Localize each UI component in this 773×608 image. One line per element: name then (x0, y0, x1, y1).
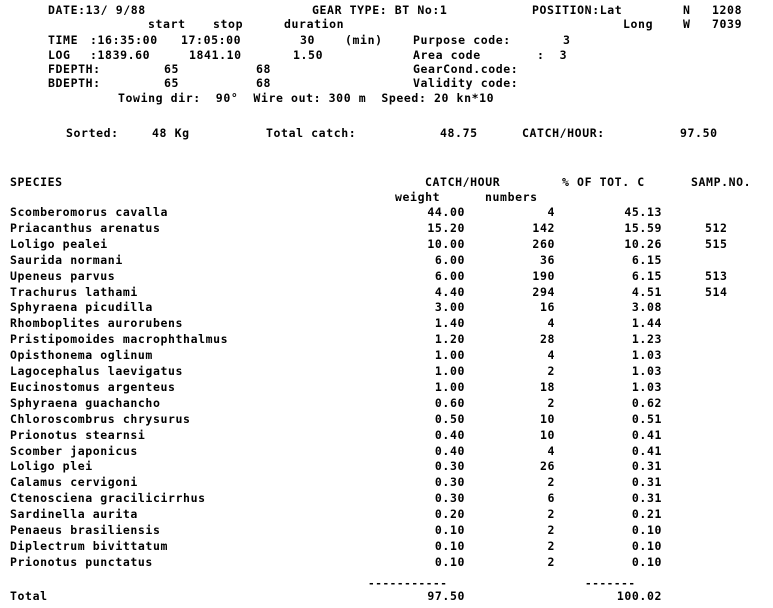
samp-number: 515 (705, 237, 728, 251)
weight-value: 6.00 (434, 253, 465, 267)
weight-value: 1.20 (434, 332, 465, 346)
area-label: Area code (413, 48, 481, 62)
long-label: Long (623, 17, 654, 31)
weight-value: 0.10 (434, 539, 465, 553)
pct-value: 1.03 (631, 380, 662, 394)
numbers-value: 2 (547, 475, 555, 489)
numbers-value: 16 (539, 300, 555, 314)
species-header: SPECIES (10, 175, 63, 189)
weight-value: 1.40 (434, 316, 465, 330)
pct-value: 6.15 (631, 269, 662, 283)
pct-value: 6.15 (631, 253, 662, 267)
numbers-value: 2 (547, 539, 555, 553)
species-name: Penaeus brasiliensis (10, 523, 161, 537)
species-name: Prionotus stearnsi (10, 428, 146, 442)
sorted-label: Sorted: (66, 126, 119, 140)
numbers-value: 260 (532, 237, 555, 251)
towing-line: Towing dir: 90° Wire out: 300 m Speed: 20 kn*10 (118, 91, 495, 105)
species-name: Eucinostomus argenteus (10, 380, 176, 394)
pct-value: 0.10 (631, 539, 662, 553)
pct-value: 0.31 (631, 475, 662, 489)
gearcond-label: GearCond.code: (413, 62, 519, 76)
weight-header: weight (395, 190, 441, 204)
total-pct: 100.02 (616, 589, 662, 603)
pct-value: 1.44 (631, 316, 662, 330)
col-duration-header: duration (284, 17, 345, 31)
numbers-value: 142 (532, 221, 555, 235)
numbers-header: numbers (485, 190, 538, 204)
total-catch-value: 48.75 (440, 126, 478, 140)
weight-value: 44.00 (427, 205, 465, 219)
species-name: Opisthonema oglinum (10, 348, 153, 362)
species-name: Lagocephalus laevigatus (10, 364, 184, 378)
pct-value: 45.13 (624, 205, 662, 219)
samp-number: 514 (705, 285, 728, 299)
time-label: TIME (48, 33, 79, 47)
species-name: Pristipomoides macrophthalmus (10, 332, 229, 346)
log-stop: 1841.10 (189, 48, 242, 62)
bdepth-stop: 68 (256, 76, 272, 90)
weight-total-rule: ----------- (368, 577, 448, 590)
time-duration: 30 (300, 33, 316, 47)
lat-hemisphere: N (683, 3, 691, 17)
numbers-value: 28 (539, 332, 555, 346)
weight-value: 0.30 (434, 491, 465, 505)
weight-value: 0.10 (434, 523, 465, 537)
time-unit: (min) (345, 33, 383, 47)
log-label: LOG (48, 48, 71, 62)
bdepth-start: 65 (164, 76, 180, 90)
numbers-value: 2 (547, 523, 555, 537)
numbers-value: 4 (547, 205, 555, 219)
pct-value: 0.31 (631, 459, 662, 473)
numbers-value: 294 (532, 285, 555, 299)
numbers-value: 2 (547, 364, 555, 378)
species-name: Priacanthus arenatus (10, 221, 161, 235)
species-name: Sardinella aurita (10, 507, 138, 521)
species-name: Scomber japonicus (10, 444, 138, 458)
weight-value: 6.00 (434, 269, 465, 283)
purpose-value: 3 (563, 33, 571, 47)
numbers-value: 6 (547, 491, 555, 505)
time-start: :16:35:00 (90, 33, 158, 47)
numbers-value: 10 (539, 412, 555, 426)
weight-value: 15.20 (427, 221, 465, 235)
species-name: Scomberomorus cavalla (10, 205, 168, 219)
weight-value: 3.00 (434, 300, 465, 314)
pct-value: 3.08 (631, 300, 662, 314)
species-name: Trachurus lathami (10, 285, 138, 299)
log-duration: 1.50 (293, 48, 324, 62)
numbers-value: 10 (539, 428, 555, 442)
pct-value: 0.21 (631, 507, 662, 521)
pct-value: 1.03 (631, 364, 662, 378)
pct-value: 15.59 (624, 221, 662, 235)
purpose-label: Purpose code: (413, 33, 511, 47)
weight-value: 0.20 (434, 507, 465, 521)
validity-label: Validity code: (413, 76, 519, 90)
weight-value: 1.00 (434, 348, 465, 362)
weight-value: 4.40 (434, 285, 465, 299)
pct-value: 1.23 (631, 332, 662, 346)
long-hemisphere: W (683, 17, 691, 31)
species-name: Calamus cervigoni (10, 475, 138, 489)
numbers-value: 2 (547, 555, 555, 569)
weight-value: 0.60 (434, 396, 465, 410)
samp-number: 513 (705, 269, 728, 283)
numbers-value: 18 (539, 380, 555, 394)
weight-value: 0.50 (434, 412, 465, 426)
weight-value: 1.00 (434, 364, 465, 378)
species-name: Prionotus punctatus (10, 555, 153, 569)
fdepth-stop: 68 (256, 62, 272, 76)
gear-type: GEAR TYPE: BT No:1 (312, 3, 448, 17)
col-start-header: start (148, 17, 186, 31)
numbers-value: 4 (547, 316, 555, 330)
species-name: Loligo plei (10, 459, 93, 473)
numbers-value: 4 (547, 444, 555, 458)
weight-value: 0.40 (434, 444, 465, 458)
numbers-value: 2 (547, 396, 555, 410)
pct-total-rule: ------- (585, 577, 636, 590)
species-name: Saurida normani (10, 253, 123, 267)
numbers-value: 4 (547, 348, 555, 362)
sorted-value: 48 Kg (152, 126, 190, 140)
numbers-value: 26 (539, 459, 555, 473)
total-label: Total (10, 589, 48, 603)
numbers-value: 2 (547, 507, 555, 521)
catch-hour-header: CATCH/HOUR (425, 175, 501, 189)
pct-value: 10.26 (624, 237, 662, 251)
species-name: Diplectrum bivittatum (10, 539, 168, 553)
pct-value: 0.31 (631, 491, 662, 505)
pct-value: 0.51 (631, 412, 662, 426)
pct-value: 0.41 (631, 444, 662, 458)
species-name: Chloroscombrus chrysurus (10, 412, 191, 426)
weight-value: 0.10 (434, 555, 465, 569)
species-name: Loligo pealei (10, 237, 108, 251)
samp-header: SAMP.NO. (691, 175, 752, 189)
species-name: Sphyraena picudilla (10, 300, 153, 314)
species-name: Upeneus parvus (10, 269, 116, 283)
pct-value: 0.10 (631, 523, 662, 537)
weight-value: 0.40 (434, 428, 465, 442)
lat-value: 1208 (712, 3, 743, 17)
species-name: Ctenosciena gracilicirrhus (10, 491, 206, 505)
pct-value: 0.41 (631, 428, 662, 442)
numbers-value: 190 (532, 269, 555, 283)
pct-header: % OF TOT. C (562, 175, 645, 189)
fdepth-start: 65 (164, 62, 180, 76)
time-stop: 17:05:00 (181, 33, 242, 47)
weight-value: 0.30 (434, 459, 465, 473)
catch-hour-value: 97.50 (680, 126, 718, 140)
fdepth-label: FDEPTH: (48, 62, 101, 76)
position-label: POSITION:Lat (532, 3, 623, 17)
pct-value: 0.10 (631, 555, 662, 569)
log-start: :1839.60 (90, 48, 151, 62)
catch-hour-label: CATCH/HOUR: (522, 126, 605, 140)
weight-value: 0.30 (434, 475, 465, 489)
numbers-value: 36 (539, 253, 555, 267)
bdepth-label: BDEPTH: (48, 76, 101, 90)
species-name: Sphyraena guachancho (10, 396, 161, 410)
area-value: : 3 (537, 48, 568, 62)
species-name: Rhomboplites aurorubens (10, 316, 184, 330)
total-weight: 97.50 (427, 589, 465, 603)
pct-value: 1.03 (631, 348, 662, 362)
weight-value: 1.00 (434, 380, 465, 394)
pct-value: 0.62 (631, 396, 662, 410)
pct-value: 4.51 (631, 285, 662, 299)
total-catch-label: Total catch: (266, 126, 357, 140)
samp-number: 512 (705, 221, 728, 235)
col-stop-header: stop (213, 17, 244, 31)
date-label: DATE:13/ 9/88 (48, 3, 146, 17)
weight-value: 10.00 (427, 237, 465, 251)
long-value: 7039 (712, 17, 743, 31)
